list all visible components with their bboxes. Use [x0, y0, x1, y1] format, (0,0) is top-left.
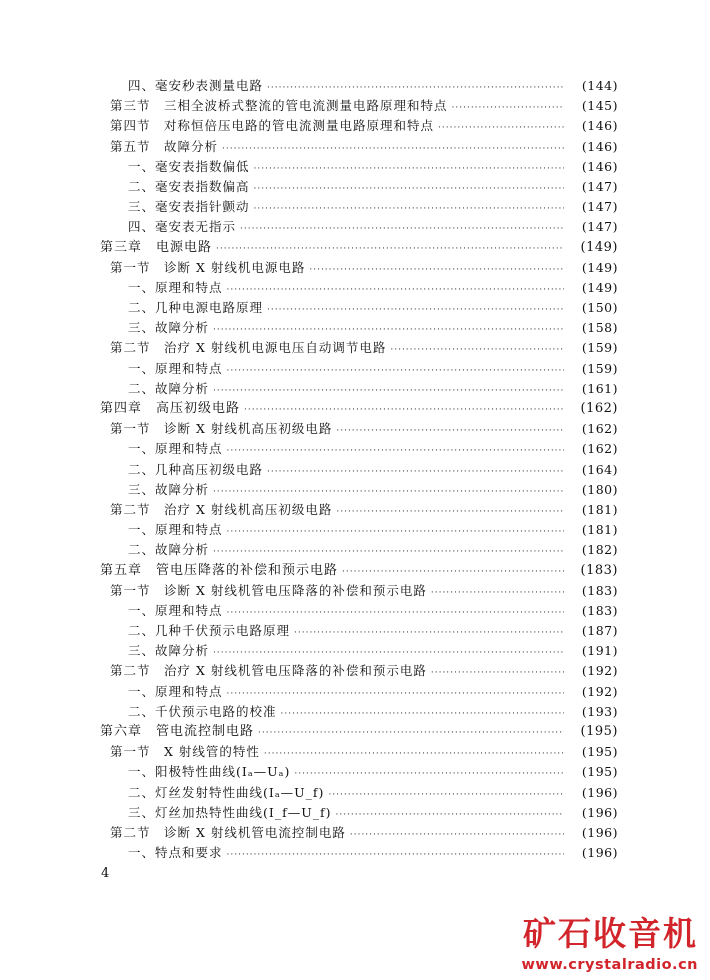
- toc-entry-title: 三、灯丝加热特性曲线(I_f—U_f): [128, 804, 332, 820]
- toc-subsection: [0, 197, 710, 217]
- toc-leader-dots: [227, 684, 564, 704]
- toc-leader-dots: [222, 139, 564, 159]
- toc-section: [0, 338, 710, 358]
- toc-leader-dots: [216, 239, 564, 259]
- watermark-logo: 矿石收音机: [523, 914, 698, 953]
- toc-entry-title: 三、故障分析: [128, 320, 210, 336]
- toc-entry-title: 第四节 对称恒倍压电路的管电流测量电路原理和特点: [110, 118, 435, 134]
- toc-subsection: [0, 318, 710, 338]
- toc-entry-page: (183): [580, 562, 618, 578]
- toc-leader-dots: [281, 704, 564, 724]
- toc-leader-dots: [438, 118, 564, 138]
- toc-subsection: [0, 157, 710, 177]
- toc-entry-title: 二、故障分析: [128, 542, 210, 558]
- toc-entry-title: 第一节 诊断 X 射线机电源电路: [110, 259, 306, 275]
- toc-leader-dots: [227, 845, 564, 865]
- toc-subsection: [0, 601, 710, 621]
- toc-leader-dots: [213, 643, 564, 663]
- toc-chapter: [0, 238, 710, 258]
- toc-entry-page: (150): [581, 300, 618, 316]
- toc-entry-page: (164): [581, 461, 618, 477]
- toc-entry-page: (146): [581, 138, 618, 154]
- toc-subsection: [0, 480, 710, 500]
- toc-section: [0, 581, 710, 601]
- toc-entry-page: (159): [581, 360, 618, 376]
- toc-entry-page: (180): [581, 481, 618, 497]
- toc-subsection: [0, 803, 710, 823]
- toc-entry-title: 第三节 三相全波桥式整流的管电流测量电路原理和特点: [110, 98, 448, 114]
- toc-entry-page: (181): [581, 522, 618, 538]
- toc-entry-page: (147): [581, 199, 618, 215]
- toc-subsection: [0, 621, 710, 641]
- toc-section: [0, 419, 710, 439]
- toc-leader-dots: [264, 744, 564, 764]
- toc-entry-title: 第二节 治疗 X 射线机电源电压自动调节电路: [110, 340, 387, 356]
- toc-entry-page: (196): [581, 824, 618, 840]
- toc-entry-title: 一、毫安表指数偏低: [128, 158, 250, 174]
- toc-subsection: [0, 217, 710, 237]
- toc-leader-dots: [227, 522, 564, 542]
- toc-leader-dots: [336, 421, 564, 441]
- toc-leader-dots: [267, 300, 564, 320]
- toc-entry-title: 二、几种千伏预示电路原理: [128, 623, 291, 639]
- toc-leader-dots: [309, 260, 564, 280]
- toc-leader-dots: [227, 441, 564, 461]
- toc-leader-dots: [254, 179, 564, 199]
- toc-entry-title: 二、毫安表指数偏高: [128, 178, 250, 194]
- toc-section: [0, 500, 710, 520]
- toc-subsection: [0, 439, 710, 459]
- toc-entry-page: (192): [581, 683, 618, 699]
- toc-entry-title: 一、原理和特点: [128, 360, 223, 376]
- page-number: 4: [101, 866, 110, 881]
- toc-entry-title: 第一节 诊断 X 射线机高压初级电路: [110, 421, 333, 437]
- toc-subsection: [0, 843, 710, 863]
- toc-leader-dots: [328, 785, 564, 805]
- toc-entry-page: (195): [581, 744, 618, 760]
- toc-section: [0, 661, 710, 681]
- toc-entry-title: 四、毫安秒表测量电路: [128, 78, 264, 93]
- toc-entry-title: 四、毫安表无指示: [128, 219, 237, 235]
- toc-entry-page: (195): [581, 764, 618, 780]
- toc-entry-page: (162): [580, 401, 618, 416]
- toc-leader-dots: [254, 199, 564, 219]
- toc-entry-page: (192): [581, 663, 618, 679]
- toc-entry-page: (181): [581, 501, 618, 517]
- toc-entry-title: 第五节 故障分析: [110, 138, 219, 154]
- toc-entry-title: 三、故障分析: [128, 643, 210, 659]
- toc-entry-title: 二、千伏预示电路的校准: [128, 703, 277, 719]
- toc-subsection: [0, 762, 710, 782]
- toc-subsection: [0, 177, 710, 197]
- toc-subsection: [0, 460, 710, 480]
- toc-entry-page: (195): [580, 724, 618, 739]
- toc-subsection: [0, 379, 710, 399]
- toc-entry-page: (196): [581, 784, 618, 800]
- toc-section: [0, 137, 710, 157]
- toc-section: [0, 258, 710, 278]
- toc-leader-dots: [240, 219, 564, 239]
- toc-entry-title: 二、灯丝发射特性曲线(Iₐ—U_f): [128, 784, 325, 800]
- toc-leader-dots: [390, 340, 564, 360]
- toc-entry-page: (147): [581, 219, 618, 235]
- toc-subsection: [0, 682, 710, 702]
- toc-entry-title: 第六章 管电流控制电路: [100, 724, 255, 739]
- toc-entry-page: (191): [581, 643, 618, 659]
- toc-subsection: [0, 540, 710, 560]
- toc-entry-title: 第四章 高压初级电路: [100, 401, 241, 416]
- toc-entry-page: (146): [581, 158, 618, 174]
- toc-entry-page: (187): [581, 623, 618, 639]
- toc-entry-title: 第一节 诊断 X 射线机管电压降落的补偿和预示电路: [110, 582, 427, 598]
- toc-entry-page: (149): [580, 239, 618, 255]
- watermark-url: www.crystalradio.cn: [521, 957, 698, 973]
- toc-section: [0, 742, 710, 762]
- toc-leader-dots: [431, 583, 564, 603]
- toc-entry-page: (196): [581, 845, 618, 861]
- toc-section: [0, 823, 710, 843]
- toc-leader-dots: [431, 663, 564, 683]
- toc-leader-dots: [213, 320, 564, 340]
- toc-entry-page: (161): [581, 380, 618, 396]
- toc-leader-dots: [213, 482, 564, 502]
- toc-entry-title: 三、故障分析: [128, 481, 210, 497]
- toc-leader-dots: [452, 98, 564, 118]
- toc-entry-title: 二、几种电源电路原理: [128, 300, 264, 316]
- toc-entry-page: (193): [581, 703, 618, 719]
- toc-leader-dots: [350, 825, 564, 845]
- toc-subsection: [0, 76, 710, 96]
- toc-entry-title: 第二节 治疗 X 射线机管电压降落的补偿和预示电路: [110, 663, 427, 679]
- toc-entry-page: (145): [581, 98, 618, 114]
- toc-entry-page: (159): [581, 340, 618, 356]
- toc-section: [0, 116, 710, 136]
- toc-subsection: [0, 783, 710, 803]
- toc-entry-title: 二、故障分析: [128, 380, 210, 396]
- toc-leader-dots: [213, 381, 564, 401]
- toc-leader-dots: [213, 542, 564, 562]
- toc-entry-title: 第三章 电源电路: [100, 239, 213, 255]
- toc-leader-dots: [267, 78, 564, 98]
- toc-leader-dots: [258, 723, 564, 743]
- toc-entry-page: (158): [581, 320, 618, 336]
- toc-chapter: [0, 561, 710, 581]
- toc-chapter: [0, 722, 710, 742]
- toc-entry-page: (183): [581, 602, 618, 618]
- table-of-contents: [0, 76, 710, 863]
- toc-entry-page: (162): [581, 441, 618, 457]
- toc-entry-page: (149): [581, 279, 618, 295]
- toc-chapter: [0, 399, 710, 419]
- toc-entry-title: 三、毫安表指针颤动: [128, 199, 250, 215]
- toc-subsection: [0, 641, 710, 661]
- toc-entry-title: 第二节 治疗 X 射线机高压初级电路: [110, 501, 333, 517]
- toc-entry-page: (183): [581, 582, 618, 598]
- toc-leader-dots: [342, 562, 564, 582]
- watermark: [508, 915, 698, 973]
- toc-entry-title: 一、原理和特点: [128, 522, 223, 538]
- toc-entry-page: (162): [581, 421, 618, 437]
- toc-leader-dots: [294, 623, 564, 643]
- toc-leader-dots: [227, 280, 564, 300]
- toc-leader-dots: [336, 502, 564, 522]
- toc-subsection: [0, 298, 710, 318]
- toc-leader-dots: [335, 805, 564, 825]
- toc-leader-dots: [267, 462, 564, 482]
- toc-subsection: [0, 702, 710, 722]
- toc-entry-page: (146): [581, 118, 618, 134]
- toc-entry-title: 一、阳极特性曲线(Iₐ—Uₐ): [128, 764, 291, 780]
- toc-entry-title: 第五章 管电压降落的补偿和预示电路: [100, 562, 339, 578]
- toc-entry-page: (149): [581, 259, 618, 275]
- toc-leader-dots: [244, 400, 564, 420]
- toc-subsection: [0, 278, 710, 298]
- toc-entry-page: (147): [581, 178, 618, 194]
- toc-subsection: [0, 359, 710, 379]
- toc-subsection: [0, 520, 710, 540]
- toc-entry-page: (196): [581, 804, 618, 820]
- toc-leader-dots: [227, 361, 564, 381]
- toc-entry-title: 一、原理和特点: [128, 441, 223, 457]
- toc-entry-page: (144): [581, 78, 618, 93]
- toc-entry-title: 第一节 X 射线管的特性: [110, 744, 260, 760]
- toc-entry-title: 二、几种高压初级电路: [128, 461, 264, 477]
- toc-section: [0, 96, 710, 116]
- toc-entry-title: 第二节 诊断 X 射线机管电流控制电路: [110, 824, 346, 840]
- toc-leader-dots: [227, 603, 564, 623]
- toc-leader-dots: [254, 159, 564, 179]
- toc-entry-page: (182): [581, 542, 618, 558]
- toc-entry-title: 一、特点和要求: [128, 845, 223, 861]
- toc-entry-title: 一、原理和特点: [128, 279, 223, 295]
- toc-leader-dots: [294, 764, 564, 784]
- toc-entry-title: 一、原理和特点: [128, 602, 223, 618]
- toc-entry-title: 一、原理和特点: [128, 683, 223, 699]
